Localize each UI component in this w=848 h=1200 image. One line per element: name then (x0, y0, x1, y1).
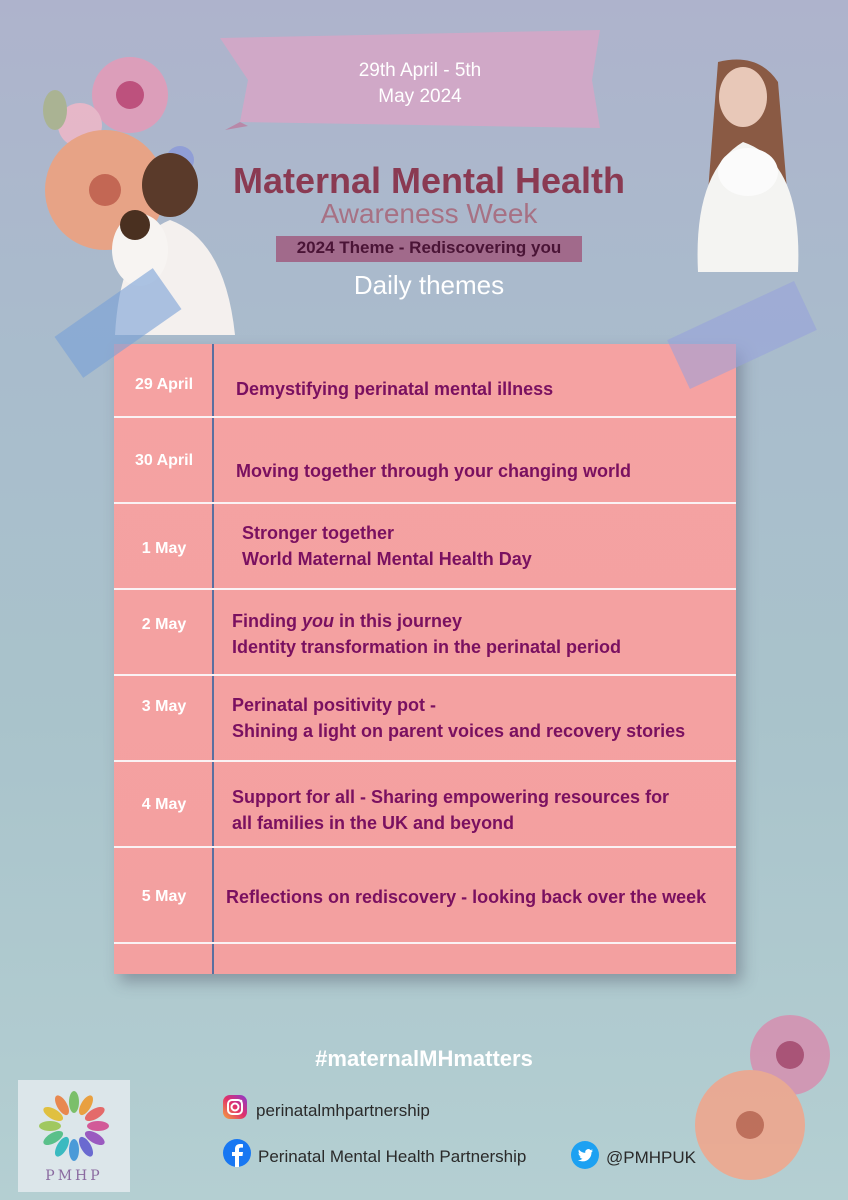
instagram-handle[interactable]: perinatalmhpartnership (256, 1101, 430, 1120)
daily-themes-heading: Daily themes (353, 270, 505, 300)
row-date: 1 May (141, 540, 187, 557)
row-theme-line: Shining a light on parent voices and recovery stories (232, 721, 686, 741)
flower-corner-illustration (690, 1005, 840, 1195)
main-title: Maternal Mental Health (232, 160, 626, 201)
event-dates (300, 58, 540, 110)
text-emphasis: you (301, 611, 334, 631)
theme-text: 2024 Theme - Rediscovering you (296, 238, 562, 257)
row-theme-line: Identity transformation in the perinatal period (232, 637, 622, 657)
twitter-handle[interactable]: @PMHPUK (606, 1148, 696, 1167)
logo-text: PMHP (45, 1168, 103, 1184)
row-date: 2 May (141, 616, 187, 633)
row-theme (236, 376, 553, 402)
row-theme-line (232, 608, 621, 634)
row-divider (114, 674, 736, 676)
row-theme-line: Demystifying perinatal mental illness (236, 379, 554, 399)
row-date: 4 May (141, 796, 187, 813)
row-divider (114, 846, 736, 848)
row-divider (114, 760, 736, 762)
dates-line-1: 29th April - 5th (358, 60, 482, 81)
logo-petals-icon (18, 1080, 130, 1170)
row-theme-line: Moving together through your changing world (236, 461, 631, 481)
row-divider (114, 502, 736, 504)
row-theme-line: Stronger together (242, 523, 395, 543)
row-theme-line: all families in the UK and beyond (232, 813, 515, 833)
row-theme (232, 608, 621, 660)
row-date: 3 May (141, 698, 187, 715)
margin-line (212, 344, 214, 974)
daily-themes-note (114, 344, 736, 974)
twitter-icon[interactable] (570, 1140, 600, 1170)
text-part: in this journey (334, 611, 463, 631)
row-date: 29 April (134, 376, 194, 393)
row-theme-line: Perinatal positivity pot - (232, 695, 437, 715)
row-divider (114, 588, 736, 590)
row-theme (236, 458, 631, 484)
instagram-icon[interactable] (222, 1094, 248, 1120)
subtitle: Awareness Week (320, 198, 538, 229)
row-theme (242, 520, 532, 572)
row-theme-line: World Maternal Mental Health Day (242, 549, 532, 569)
facebook-page[interactable]: Perinatal Mental Health Partnership (258, 1147, 527, 1166)
dates-line-2: May 2024 (378, 86, 462, 107)
text-part: Finding (232, 611, 302, 631)
row-theme (232, 692, 685, 744)
row-divider (114, 416, 736, 418)
hashtag: #maternalMHmatters (315, 1046, 533, 1071)
row-date: 30 April (134, 452, 194, 469)
row-theme (232, 784, 669, 836)
row-theme (226, 884, 706, 910)
row-theme-line: Reflections on rediscovery - looking back over the week (226, 887, 707, 907)
facebook-icon[interactable] (222, 1138, 252, 1168)
row-date: 5 May (141, 888, 187, 905)
row-theme-line: Support for all - Sharing empowering resources for (232, 787, 670, 807)
row-divider (114, 942, 736, 944)
